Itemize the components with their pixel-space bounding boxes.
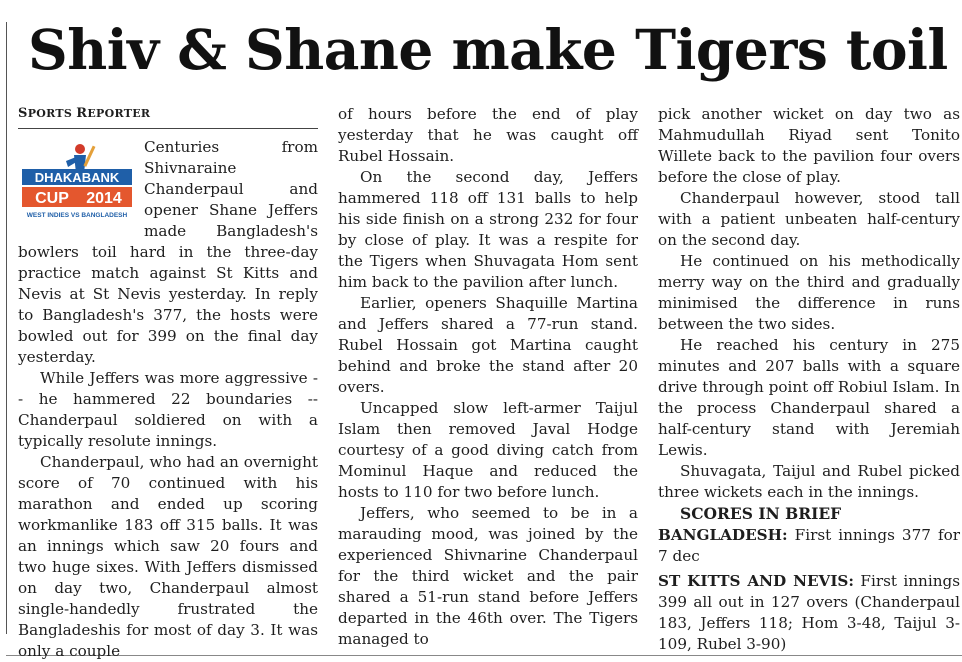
dhakabank-cup-logo: [18, 139, 136, 225]
byline-smallcaps: PORTS: [27, 107, 77, 120]
score-team: ST KITTS AND NEVIS:: [658, 572, 855, 590]
paragraph: Jeffers, who seemed to be in a marauding mood, was joined by the experienced Shivnarine Chanderpaul for the third wicket and the pair shared a 51-run stand before Jeffers departed in the 46th over. The Tigers managed to: [338, 504, 638, 648]
paragraph: pick another wicket on day two as Mahmudullah Riyad sent Tonito Willete back to the pavilion four overs before the close of play.: [658, 105, 960, 186]
paragraph: of hours before the end of play yesterday that he was caught off Rubel Hossain.: [338, 105, 638, 165]
paragraph: On the second day, Jeffers hammered 118 off 131 balls to help his side finish on a strong 232 for four by close of play. It was a respite for the Tigers when Shuvagata Hom sent him back to the pavilion after lunch.: [338, 168, 638, 291]
byline-initial: S: [18, 106, 28, 121]
paragraph: Earlier, openers Shaquille Martina and Jeffers shared a 77-run stand. Rubel Hossain got Martina caught behind and broke the stand after 20 overs.: [338, 294, 638, 396]
byline: [18, 104, 318, 129]
paragraph: Chanderpaul, who had an overnight score of 70 continued with his marathon and ended up scoring workmanlike 183 off 315 balls. It was an innings which saw 20 fours and two huge sixes. With Jeffers dismissed on day two, Chanderpaul almost single-handedly frustrated the Bangladeshis for most of day 3. It was only a couple: [18, 453, 318, 660]
logo-brand-text: DHAKABANK: [34, 170, 120, 185]
paragraph: He reached his century in 275 minutes and 207 balls with a square drive through point off Robiul Islam. In the process Chanderpaul shared a half-century stand with Jeremiah Lewis.: [658, 336, 960, 459]
score-st-kitts: [658, 571, 960, 655]
byline-smallcaps-2: EPORTER: [87, 107, 151, 120]
cricketer-icon: [66, 144, 95, 173]
article-column-1: [18, 104, 318, 662]
left-column-rule: [6, 22, 7, 634]
byline-initial-2: R: [76, 106, 88, 121]
score-team: BANGLADESH:: [658, 526, 788, 544]
scores-heading: SCORES IN BRIEF: [680, 504, 842, 523]
paragraph: While Jeffers was more aggressive -- he hammered 22 boundaries -- Chanderpaul soldiered on with a typically resolute innings.: [18, 369, 318, 450]
headline: Shiv & Shane make Tigers toil: [28, 17, 948, 82]
logo-subtitle-text: WEST INDIES VS BANGLADESH: [26, 212, 128, 219]
paragraph: Shuvagata, Taijul and Rubel picked three wickets each in the innings.: [658, 462, 960, 501]
logo-year-text: 2014: [86, 190, 122, 207]
logo-cup-text: CUP: [35, 190, 69, 207]
article-column-2: [338, 104, 638, 650]
article-column-3: [658, 104, 960, 655]
paragraph: Centuries from Shivnaraine Chanderpaul and opener Shane Jeffers made Bangladesh's bowlers toil hard in the three-day practice match against St Kitts and Nevis at St Nevis yesterday. In reply to Bangladesh's 377, the hosts were bowled out for 399 on the final day yesterday.: [18, 138, 318, 366]
paragraph: Chanderpaul however, stood tall with a patient unbeaten half-century on the second day.: [658, 189, 960, 249]
paragraph: Uncapped slow left-armer Taijul Islam then removed Javal Hodge courtesy of a good diving catch from Mominul Haque and reduced the hosts to 110 for two before lunch.: [338, 399, 638, 501]
score-bangladesh: [658, 525, 960, 567]
score-text: First innings 399 all out in 127 overs (Chanderpaul 183, Jeffers 118; Hom 3-48, Taijul 3-109, Rubel 3-90): [658, 572, 960, 653]
score-text: First innings 377 for 7 dec: [658, 526, 960, 565]
paragraph: He continued on his methodically merry way on the third and gradually minimised the difference in runs between the two sides.: [658, 252, 960, 333]
